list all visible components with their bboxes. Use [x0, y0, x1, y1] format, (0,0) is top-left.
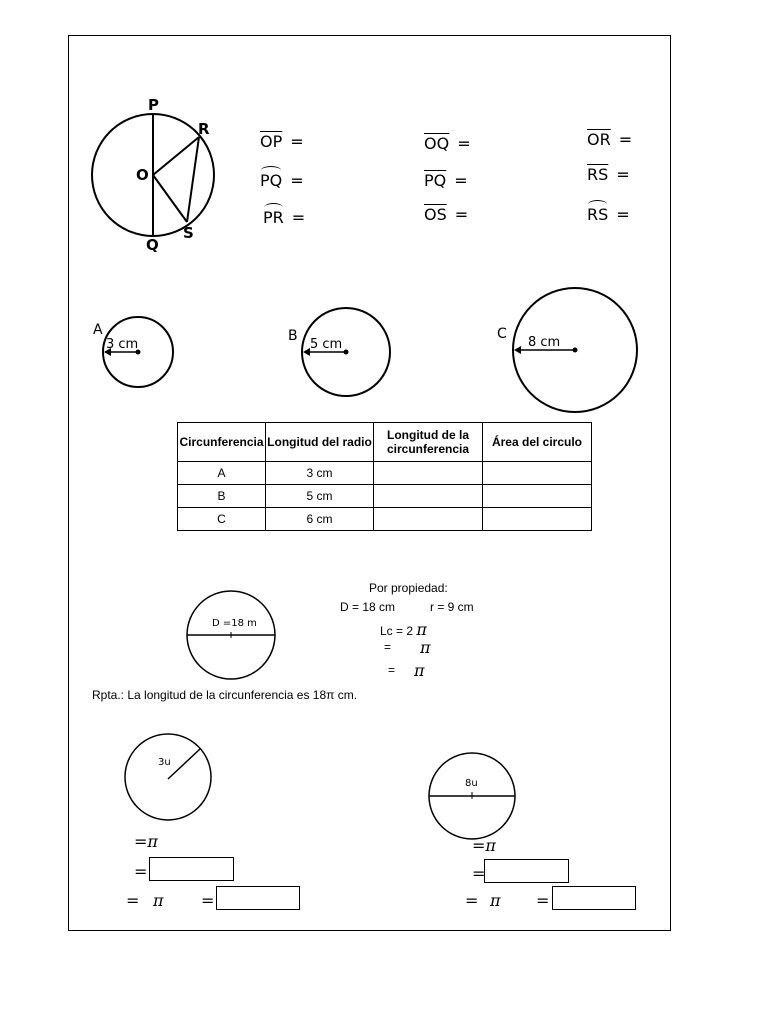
- ex2-pi-3: π: [490, 891, 501, 910]
- radius-value: r = 9 cm: [430, 600, 474, 614]
- table-row: C 6 cm: [178, 508, 592, 531]
- label-s: S: [183, 224, 194, 242]
- letter-c: C: [497, 326, 507, 342]
- example-diameter-label: D =18 m: [212, 618, 257, 629]
- ex1-eq-1: =π: [134, 832, 158, 851]
- letter-a: A: [93, 322, 103, 338]
- segment-label: $\overline{PQ}$: [424, 171, 447, 190]
- equals-sign: =: [290, 171, 304, 190]
- ex2-eq-4: =: [536, 891, 550, 910]
- col-radio: Longitud del radio: [266, 423, 374, 462]
- table-row: A 3 cm: [178, 462, 592, 485]
- equals-sign: =: [457, 134, 471, 153]
- segment-label: $\overline{OS}$: [424, 205, 447, 224]
- step-eq-2: =: [388, 663, 396, 677]
- equals-sign: =: [291, 208, 306, 227]
- label-p: P: [148, 96, 159, 114]
- ex2-eq-2: =: [472, 864, 486, 883]
- equals-sign: =: [616, 165, 630, 184]
- exercise-label-1: 3u: [158, 757, 171, 768]
- ex1-answer-box-1[interactable]: [149, 857, 234, 881]
- letter-b: B: [288, 328, 298, 344]
- segment-label: $\overline{OQ}$: [424, 134, 450, 153]
- radius-label-c: 8 cm: [528, 335, 561, 350]
- ex2-eq-3: =: [465, 891, 479, 910]
- col-area: Área del circulo: [483, 423, 592, 462]
- equals-sign: =: [290, 132, 304, 151]
- col-circunferencia: Circunferencia: [178, 423, 266, 462]
- example-answer: Rpta.: La longitud de la circunferencia es 18π cm.: [92, 688, 358, 702]
- ex1-answer-box-2[interactable]: [216, 886, 300, 910]
- equals-sign: =: [618, 130, 633, 149]
- ex1-pi-3: π: [153, 891, 164, 910]
- step-pi-2: π: [414, 661, 425, 680]
- step-pi-1: π: [420, 638, 431, 657]
- diameter-value: D = 18 cm: [340, 600, 396, 614]
- segment-label: $\overline{RS}$: [587, 165, 609, 184]
- exercise-circle-1: [125, 734, 211, 820]
- equals-sign: =: [454, 205, 469, 224]
- segment-label: $\overline{OR}$: [587, 130, 611, 149]
- label-q: Q: [146, 236, 159, 254]
- radius-label-b: 5 cm: [310, 337, 343, 352]
- step-eq-1: =: [384, 640, 392, 654]
- ex2-answer-box-2[interactable]: [552, 886, 636, 910]
- ex1-eq-2: =: [134, 862, 148, 881]
- property-title: Por propiedad:: [369, 581, 448, 595]
- exercise-label-2: 8u: [465, 778, 478, 789]
- ex1-eq-4: =: [201, 891, 215, 910]
- ex1-eq-3: =: [126, 891, 140, 910]
- arc-label: RS: [587, 205, 609, 224]
- ex2-answer-box-1[interactable]: [484, 859, 569, 883]
- arc-label: PQ: [260, 171, 283, 190]
- radius-label-a: 3 cm: [106, 337, 139, 352]
- label-o: O: [136, 166, 149, 184]
- label-r: R: [198, 120, 210, 138]
- exercise-radius-1: [168, 749, 200, 779]
- segment-label: $\overline{OP}$: [260, 132, 283, 151]
- equals-sign: =: [454, 171, 468, 190]
- ex2-eq-1: =π: [472, 836, 496, 855]
- equals-sign: =: [616, 205, 630, 224]
- table-row: B 5 cm: [178, 485, 592, 508]
- arc-label: PR: [263, 208, 284, 227]
- lc-formula: Lc = 2 π: [380, 620, 427, 639]
- col-longitud: Longitud de la circunferencia: [374, 423, 483, 462]
